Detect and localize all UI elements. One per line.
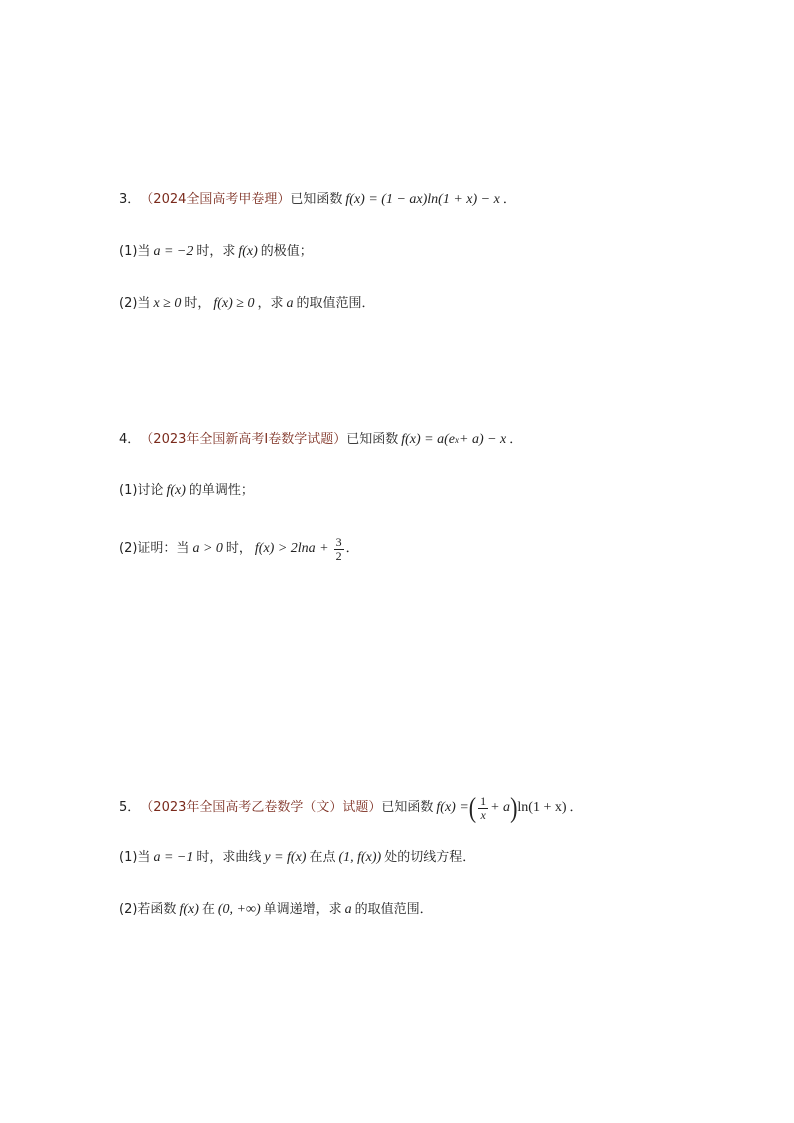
problem-4-stem <box>119 430 522 450</box>
part-math: (0, +∞) <box>217 902 261 917</box>
part-math: a = −2 <box>153 244 194 259</box>
exponent: x <box>455 435 459 445</box>
part-text: 在 <box>201 902 215 917</box>
number-separator: ． <box>127 192 141 207</box>
part-math: a <box>286 296 294 311</box>
part-text: 单调递增，求 <box>263 902 342 917</box>
part-text: 证明：当 <box>137 541 190 556</box>
part-label: (2) <box>119 541 138 556</box>
function-part: f(x) = a(e <box>401 432 455 447</box>
problem-3-part-1 <box>119 242 313 262</box>
fraction-denominator: x <box>480 807 486 822</box>
problem-intro: 已知函数 <box>381 800 434 815</box>
problem-end: ． <box>509 432 523 447</box>
part-text: 时，求 <box>196 244 236 259</box>
part-text: 当 <box>137 296 151 311</box>
fraction-numerator: 3 <box>335 534 342 549</box>
part-math: (1, f(x)) <box>338 850 382 865</box>
problem-intro: 已知函数 <box>346 432 399 447</box>
problem-end: ． <box>502 192 516 207</box>
problem-5-stem <box>119 793 583 823</box>
problem-4-part-1 <box>119 481 254 501</box>
part-math: f(x) ≥ 0 <box>213 296 255 311</box>
part-text: 时， <box>184 296 211 311</box>
fraction-numerator: 1 <box>480 793 487 808</box>
part-label: (1) <box>119 244 138 259</box>
fraction <box>478 795 488 822</box>
part-label: (1) <box>119 483 138 498</box>
number-separator: ． <box>127 432 141 447</box>
problem-number: 3 <box>119 192 128 207</box>
number-separator: ． <box>127 800 141 815</box>
part-text: 时， <box>225 541 252 556</box>
function-part: ln(1 + x) <box>517 800 567 815</box>
part-text: 的取值范围． <box>354 902 433 917</box>
part-text: 的单调性； <box>188 483 254 498</box>
part-text: 的极值； <box>260 244 313 259</box>
function-definition: f(x) = (1 − ax)ln(1 + x) − x <box>345 192 500 207</box>
part-text: 若函数 <box>137 902 177 917</box>
part-text: 当 <box>137 244 151 259</box>
problem-number: 4 <box>119 432 128 447</box>
part-text: 时，求曲线 <box>196 850 262 865</box>
problem-number: 5 <box>119 800 128 815</box>
part-math: a <box>344 902 352 917</box>
function-part: + a) − x <box>459 432 507 447</box>
part-label: (2) <box>119 902 138 917</box>
part-text: 当 <box>137 850 151 865</box>
part-label: (1) <box>119 850 138 865</box>
problem-end: ． <box>569 800 583 815</box>
function-definition <box>436 791 567 824</box>
fraction <box>334 536 344 563</box>
part-math: f(x) <box>238 244 258 259</box>
right-paren: ) <box>510 791 518 824</box>
part-math: f(x) <box>166 483 186 498</box>
problem-source: （2024全国高考甲卷理） <box>140 192 291 207</box>
part-math: a = −1 <box>153 850 194 865</box>
part-math: f(x) <box>179 902 199 917</box>
problem-3-part-2 <box>119 294 375 314</box>
function-part: + a <box>490 800 511 815</box>
fraction-denominator: 2 <box>335 548 342 563</box>
problem-source: （2023年全国新高考Ⅰ卷数学试题） <box>140 432 347 447</box>
function-part: f(x) = <box>436 800 469 815</box>
problem-3-stem <box>119 190 516 210</box>
problem-4-part-2 <box>119 534 359 564</box>
part-text: 处的切线方程． <box>384 850 476 865</box>
part-text: 在点 <box>309 850 336 865</box>
part-text: 讨论 <box>137 483 164 498</box>
part-label: (2) <box>119 296 138 311</box>
part-math: f(x) > 2lna + <box>254 541 329 556</box>
part-text: 的取值范围． <box>296 296 375 311</box>
problem-intro: 已知函数 <box>290 192 343 207</box>
part-math: x ≥ 0 <box>153 296 182 311</box>
problem-5-part-2 <box>119 900 433 920</box>
part-text: ． <box>345 541 359 556</box>
problem-5-part-1 <box>119 848 475 868</box>
function-definition <box>401 430 506 450</box>
part-math: y = f(x) <box>264 850 307 865</box>
part-text: ，求 <box>257 296 284 311</box>
problem-source: （2023年全国高考乙卷数学（文）试题） <box>140 800 382 815</box>
part-math: a > 0 <box>192 541 223 556</box>
left-paren: ( <box>468 791 477 824</box>
